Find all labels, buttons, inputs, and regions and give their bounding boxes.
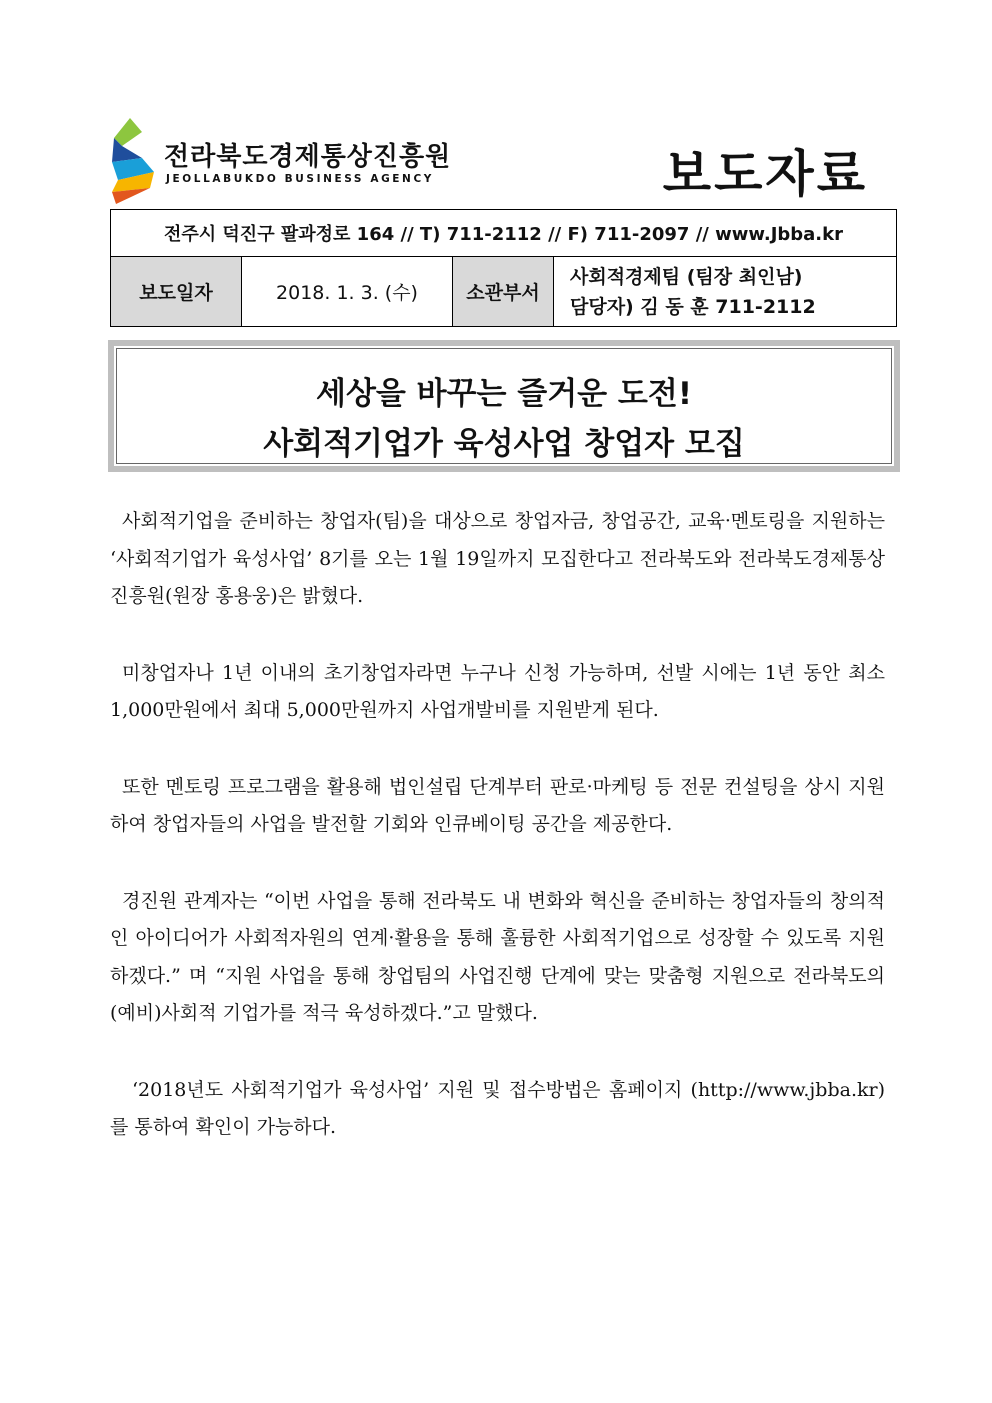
department-label: 소관부서 — [453, 257, 554, 327]
headline-line-1: 세상을 바꾸는 즐거운 도전! — [316, 376, 692, 412]
paragraph-1: 사회적기업을 준비하는 창업자(팀)을 대상으로 창업자금, 창업공간, 교육·멘토링을 지원하는 ‘사회적기업가 육성사업’ 8기를 오는 1월 19일까지 모집한다고 전라북도와 전라북도경제통상진흥원(원장 홍용웅)은 밝혔다. — [110, 510, 885, 607]
press-info-table — [110, 209, 897, 327]
headline-box — [108, 340, 900, 472]
document-header — [108, 118, 898, 210]
org-name-english: JEOLLABUKDO BUSINESS AGENCY — [166, 173, 434, 185]
paragraph-4: 경진원 관계자는 “이번 사업을 통해 전라북도 내 변화와 혁신을 준비하는 창업자들의 창의적인 아이디어가 사회적자원의 연계·활용을 통해 훌륭한 사회적기업으로 성장할 수 있도록 지원하겠다.” 며 “지원 사업을 통해 창업팀의 사업진행 단계에 맞는 맞춤형 지원으로 전라북도의 (예비)사회적 기업가를 적극 육성하겠다.”고 말했다. — [110, 889, 885, 1024]
paragraph-5: ‘2018년도 사회적기업가 육성사업’ 지원 및 접수방법은 홈페이지 (http://www.jbba.kr)를 통하여 확인이 가능하다. — [110, 1078, 885, 1138]
department-contact: 담당자) 김 동 훈 711-2112 — [570, 295, 816, 318]
headline-line-2: 사회적기업가 육성사업 창업자 모집 — [263, 426, 745, 462]
release-date-label: 보도일자 — [111, 257, 242, 327]
org-name: 전라북도경제통상진흥원 — [164, 142, 452, 172]
article-body — [110, 503, 885, 1186]
paragraph-3: 또한 멘토링 프로그램을 활용해 법인설립 단계부터 판로·마케팅 등 전문 컨설팅을 상시 지원하여 창업자들의 사업을 발전할 기회와 인큐베이팅 공간을 제공한다. — [110, 775, 885, 835]
paragraph-2: 미창업자나 1년 이내의 초기창업자라면 누구나 신청 가능하며, 선발 시에는 1년 동안 최소 1,000만원에서 최대 5,000만원까지 사업개발비를 지원받게 된다. — [110, 661, 885, 721]
contact-address-line: 전주시 덕진구 팔과정로 164 // T) 711-2112 // F) 711-2097 // www.Jbba.kr — [111, 210, 897, 257]
jbba-logo-icon — [108, 118, 158, 204]
release-date-value: 2018. 1. 3. (수) — [242, 257, 453, 327]
department-info — [554, 257, 897, 327]
doc-type-heading: 보도자료 — [662, 145, 868, 203]
department-team: 사회적경제팀 (팀장 최인남) — [570, 265, 803, 288]
